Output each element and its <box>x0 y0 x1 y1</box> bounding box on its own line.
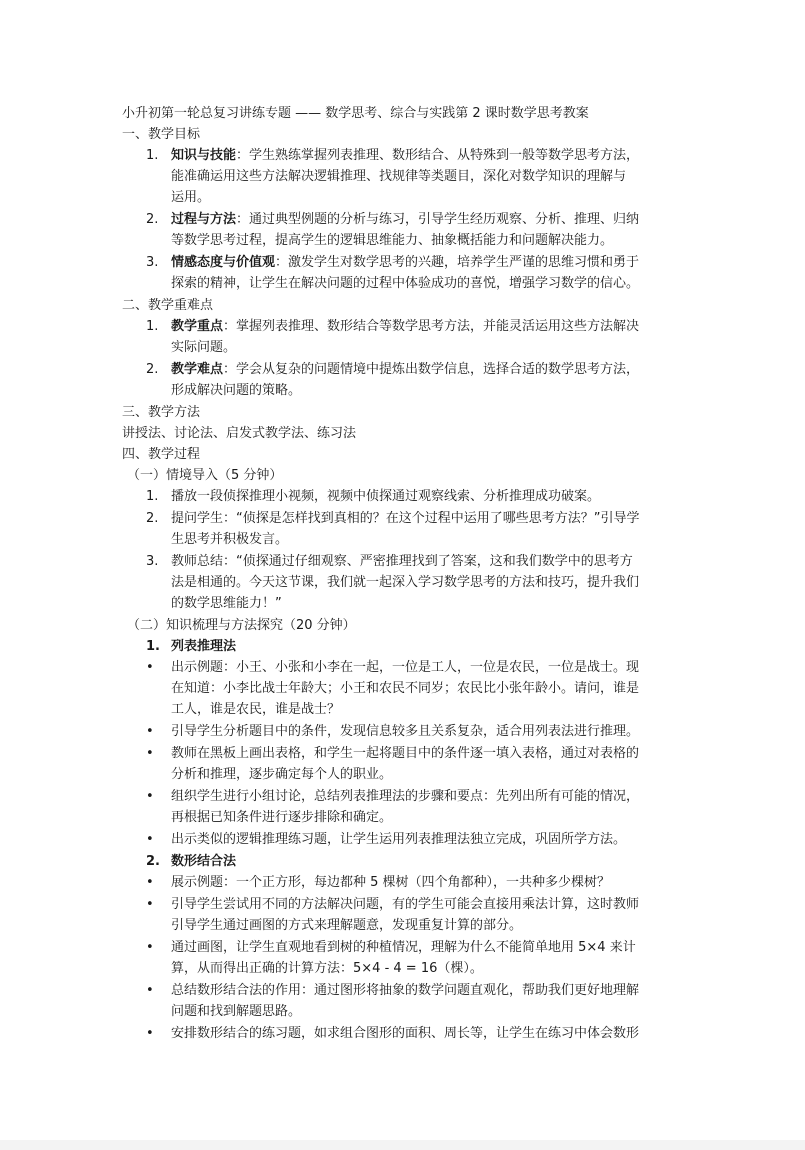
key-point-text: 实际问题。 <box>171 340 237 355</box>
list-number: 2. <box>146 362 159 377</box>
key-point-label: 教学重点 <box>171 319 224 334</box>
goal-item-3 <box>122 252 687 294</box>
key-point-label: 教学难点 <box>171 362 224 377</box>
list-number: 2. <box>146 854 160 869</box>
goal-label: 情感态度与价值观 <box>171 255 276 270</box>
bullet-icon: • <box>146 724 154 739</box>
bullet-text: 组织学生进行小组讨论，总结列表推理法的步骤和要点：先列出所有可能的情况， <box>171 789 640 804</box>
bullet-icon: • <box>146 832 154 847</box>
section-heading-process: 四、教学过程 <box>122 447 201 462</box>
bullet-text: 出示例题：小王、小张和小李在一起，一位是工人，一位是农民，一位是战士。现 <box>171 660 640 675</box>
bullet-icon: • <box>146 746 154 761</box>
section-heading-methods: 三、教学方法 <box>122 405 201 420</box>
intro-step-3 <box>122 551 687 614</box>
document-content <box>122 103 687 1045</box>
intro-step-2 <box>122 508 687 550</box>
goal-text: ：学生熟练掌握列表推理、数形结合、从特殊到一般等数学思考方法， <box>236 148 640 163</box>
goal-text: 能准确运用这些方法解决逻辑推理、找规律等类题目，深化对数学知识的理解与 <box>171 169 627 184</box>
bullet-item <box>122 786 687 828</box>
goal-item-1 <box>122 145 687 208</box>
bullet-text: 展示例题：一个正方形，每边都种 5 棵树（四个角都种），一共种多少棵树？ <box>171 875 611 890</box>
goal-text: ：通过典型例题的分析与练习，引导学生经历观察、分析、推理、归纳 <box>236 212 640 227</box>
key-point-text: ：学会从复杂的问题情境中提炼出数学信息，选择合适的数学思考方法， <box>223 362 640 377</box>
bullet-text: 引导学生尝试用不同的方法解决问题，有的学生可能会直接用乘法计算，这时教师 <box>171 897 640 912</box>
bullet-icon: • <box>146 897 154 912</box>
method-title: 列表推理法 <box>171 639 237 654</box>
bullet-text: 出示类似的逻辑推理练习题，让学生运用列表推理法独立完成，巩固所学方法。 <box>171 832 627 847</box>
bullet-item <box>122 937 687 979</box>
goal-text: 运用。 <box>171 190 211 205</box>
method-heading-table-reasoning <box>122 636 687 657</box>
methods-text: 讲授法、讨论法、启发式教学法、练习法 <box>122 426 357 441</box>
goal-text: 探索的精神，让学生在解决问题的过程中体验成功的喜悦，增强学习数学的信心。 <box>171 276 640 291</box>
bullet-text: 教师在黑板上画出表格，和学生一起将题目中的条件逐一填入表格，通过对表格的 <box>171 746 640 761</box>
goal-item-2 <box>122 209 687 251</box>
document-title: 小升初第一轮总复习讲练专题 —— 数学思考、综合与实践第 2 课时数学思考教案 <box>122 106 589 121</box>
bullet-text: 问题和找到解题思路。 <box>171 1004 302 1019</box>
bullet-text: 工人，谁是农民，谁是战士？ <box>171 702 341 717</box>
key-point-item-2 <box>122 359 687 401</box>
intro-step-text: 播放一段侦探推理小视频，视频中侦探通过观察线索、分析推理成功破案。 <box>171 489 601 504</box>
list-number: 2. <box>146 212 159 227</box>
bullet-item <box>122 894 687 936</box>
bullet-text: 分析和推理，逐步确定每个人的职业。 <box>171 767 393 782</box>
goal-label: 知识与技能 <box>171 148 237 163</box>
bullet-item <box>122 743 687 785</box>
bullet-icon: • <box>146 1026 154 1041</box>
bullet-icon: • <box>146 875 154 890</box>
list-number: 2. <box>146 511 159 526</box>
intro-step-text: 生思考并积极发言。 <box>171 532 289 547</box>
intro-step-text: 教师总结：“侦探通过仔细观察、严密推理找到了答案，这和我们数学中的思考方 <box>171 554 633 569</box>
bullet-text: 总结数形结合法的作用：通过图形将抽象的数学问题直观化，帮助我们更好地理解 <box>171 983 640 998</box>
bullet-text: 通过画图，让学生直观地看到树的种植情况，理解为什么不能简单地用 5×4 来计 <box>171 940 636 955</box>
bullet-text: 再根据已知条件进行逐步排除和确定。 <box>171 810 393 825</box>
method-heading-number-shape <box>122 851 687 872</box>
bullet-text: 引导学生通过画图的方式来理解题意，发现重复计算的部分。 <box>171 918 523 933</box>
bullet-text: 算，从而得出正确的计算方法：5×4 - 4 = 16（棵）。 <box>171 961 483 976</box>
list-number: 3. <box>146 554 159 569</box>
list-number: 3. <box>146 255 159 270</box>
goal-label: 过程与方法 <box>171 212 237 227</box>
bullet-item <box>122 980 687 1022</box>
method-title: 数形结合法 <box>171 854 237 869</box>
intro-step-text: 法是相通的。今天这节课，我们就一起深入学习数学思考的方法和技巧，提升我们 <box>171 575 640 590</box>
bullet-icon: • <box>146 983 154 998</box>
key-point-text: ：掌握列表推理、数形结合等数学思考方法，并能灵活运用这些方法解决 <box>223 319 640 334</box>
bullet-item <box>122 721 687 742</box>
bullet-text: 安排数形结合的练习题，如求组合图形的面积、周长等，让学生在练习中体会数形 <box>171 1026 640 1041</box>
subsection-heading-methods-explore: （二）知识梳理与方法探究（20 分钟） <box>127 618 356 633</box>
bullet-item <box>122 829 687 850</box>
intro-step-text: 的数学思维能力！” <box>171 596 282 611</box>
bullet-icon: • <box>146 660 154 675</box>
list-number: 1. <box>146 319 159 334</box>
key-point-text: 形成解决问题的策略。 <box>171 383 302 398</box>
subsection-heading-intro: （一）情境导入（5 分钟） <box>127 468 283 483</box>
bullet-item <box>122 872 687 893</box>
list-number: 1. <box>146 489 159 504</box>
bullet-icon: • <box>146 940 154 955</box>
bullet-text: 在知道：小李比战士年龄大；小王和农民不同岁；农民比小张年龄小。请问，谁是 <box>171 681 640 696</box>
goal-text: ：激发学生对数学思考的兴趣，培养学生严谨的思维习惯和勇于 <box>275 255 640 270</box>
section-heading-key-points: 二、教学重难点 <box>122 298 214 313</box>
list-number: 1. <box>146 148 159 163</box>
key-point-item-1 <box>122 316 687 358</box>
bullet-text: 引导学生分析题目中的条件，发现信息较多且关系复杂，适合用列表法进行推理。 <box>171 724 640 739</box>
intro-step-1 <box>122 486 687 507</box>
bullet-item <box>122 657 687 720</box>
bullet-item <box>122 1023 687 1044</box>
section-heading-goals: 一、教学目标 <box>122 127 201 142</box>
list-number: 1. <box>146 639 160 654</box>
bullet-icon: • <box>146 789 154 804</box>
intro-step-text: 提问学生：“侦探是怎样找到真相的？在这个过程中运用了哪些思考方法？”引导学 <box>171 511 640 526</box>
goal-text: 等数学思考过程，提高学生的逻辑思维能力、抽象概括能力和问题解决能力。 <box>171 233 614 248</box>
